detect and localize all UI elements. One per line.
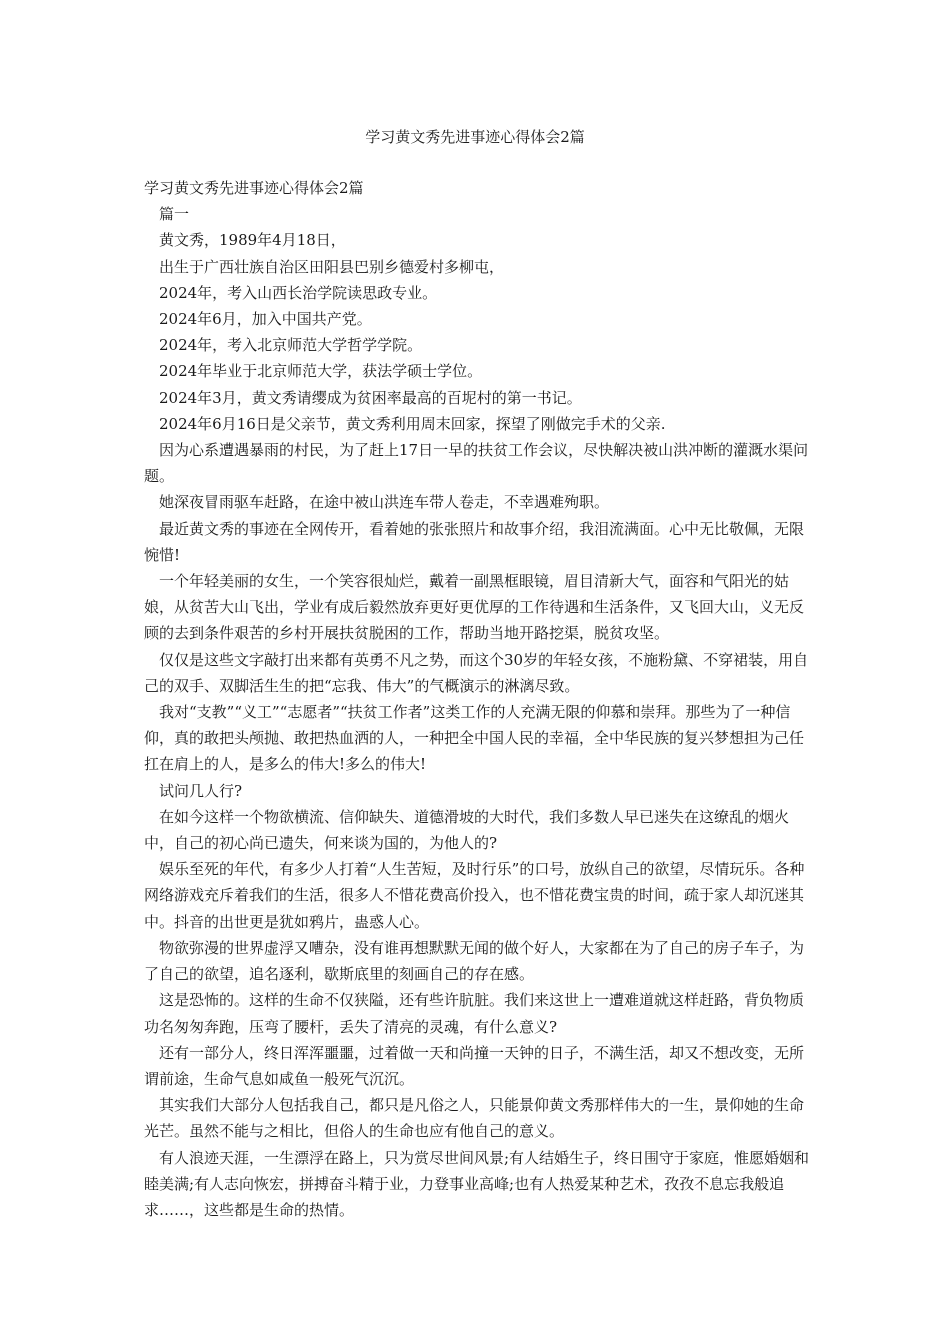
paragraph: 试问几人行? [159, 781, 243, 800]
paragraph: 2024年毕业于北京师范大学，获法学硕士学位。 [159, 362, 483, 381]
document-subtitle: 学习黄文秀先进事迹心得体会2篇 [144, 179, 364, 197]
paragraph: 其实我们大部分人包括我自己，都只是凡俗之人，只能景仰黄文秀那样伟大的一生，景仰她的生命光芒。虽然不能与之相比，但俗人的生命也应有他自己的意义。 [144, 1096, 805, 1141]
paragraph: 出生于广西壮族自治区田阳县巴别乡德爱村多柳屯， [159, 257, 505, 276]
paragraph: 一个年轻美丽的女生，一个笑容很灿烂，戴着一副黑框眼镜，眉目清新大气，面容和气阳光的姑娘，从贫苦大山飞出，学业有成后毅然放弃更好更优厚的工作待遇和生活条件，又飞回大山，义无反顾的去到条件艰苦的乡村开展扶贫脱困的工作，帮助当地开路挖渠，脱贫攻坚。 [144, 572, 805, 643]
paragraph-section-label: 篇一 [159, 205, 190, 224]
paragraph: 最近黄文秀的事迹在全网传开，看着她的张张照片和故事介绍，我泪流满面。心中无比敬佩，无限惋惜! [144, 519, 805, 564]
paragraph: 她深夜冒雨驱车赶路，在途中被山洪连车带人卷走，不幸遇难殉职。 [159, 493, 610, 512]
document-title: 学习黄文秀先进事迹心得体会2篇 [365, 128, 585, 146]
paragraph: 2024年6月16日是父亲节，黄文秀利用周末回家，探望了刚做完手术的父亲. [159, 414, 666, 433]
paragraph: 我对“支教”“义工”“志愿者”“扶贫工作者”这类工作的人充满无限的仰慕和崇拜。那些为了一种信仰，真的敢把头颅抛、敢把热血洒的人，一种把全中国人民的幸福，全中华民族的复兴梦想担为己任扛在肩上的人，是多么的伟大!多么的伟大! [144, 703, 805, 774]
paragraph: 有人浪迹天涯，一生漂浮在路上，只为赏尽世间风景;有人结婚生子，终日围守于家庭，惟愿婚姻和睦美满;有人志向恢宏，拼搏奋斗精于业，力登事业高峰;也有人热爱某种艺术，孜孜不息忘我般追求……，这些都是生命的热情。 [144, 1148, 810, 1219]
paragraph: 物欲弥漫的世界虚浮又嘈杂，没有谁再想默默无闻的做个好人，大家都在为了自己的房子车子，为了自己的欲望，追名逐利，歇斯底里的刻画自己的存在感。 [144, 938, 805, 984]
paragraph: 黄文秀，1989年4月18日， [159, 231, 346, 250]
paragraph: 娱乐至死的年代，有多少人打着“人生苦短，及时行乐”的口号，放纵自己的欲望，尽情玩乐。各种网络游戏充斥着我们的生活，很多人不惜花费高价投入，也不惜花费宝贵的时间，疏于家人却沉迷其中。抖音的出世更是犹如鸦片，蛊惑人心。 [144, 860, 805, 931]
paragraph: 因为心系遭遇暴雨的村民，为了赶上17日一早的扶贫工作会议，尽快解决被山洪冲断的灌溉水渠问题。 [144, 441, 809, 486]
paragraph: 还有一部分人，终日浑浑噩噩，过着做一天和尚撞一天钟的日子，不满生活，却又不想改变，无所谓前途，生命气息如咸鱼一般死气沉沉。 [144, 1043, 805, 1088]
paragraph: 2024年，考入北京师范大学哲学学院。 [159, 336, 423, 355]
document-body [144, 175, 814, 1223]
paragraph: 这是恐怖的。这样的生命不仅狭隘，还有些许肮脏。我们来这世上一遭难道就这样赶路，背负物质功名匆匆奔跑，压弯了腰杆，丢失了清亮的灵魂，有什么意义? [144, 991, 805, 1036]
paragraph: 仅仅是这些文字敲打出来都有英勇不凡之势，而这个30岁的年轻女孩，不施粉黛、不穿裙装，用自己的双手、双脚活生生的把“忘我、伟大”的气概演示的淋漓尽致。 [144, 650, 809, 695]
paragraph: 2024年3月，黄文秀请缨成为贫困率最高的百坭村的第一书记。 [159, 388, 582, 407]
paragraph: 2024年，考入山西长治学院读思政专业。 [159, 283, 438, 302]
paragraph: 在如今这样一个物欲横流、信仰缺失、道德滑坡的大时代，我们多数人早已迷失在这缭乱的烟火中，自己的初心尚已遗失，何来谈为国的，为他人的? [144, 807, 790, 853]
paragraph: 2024年6月，加入中国共产党。 [159, 310, 372, 329]
